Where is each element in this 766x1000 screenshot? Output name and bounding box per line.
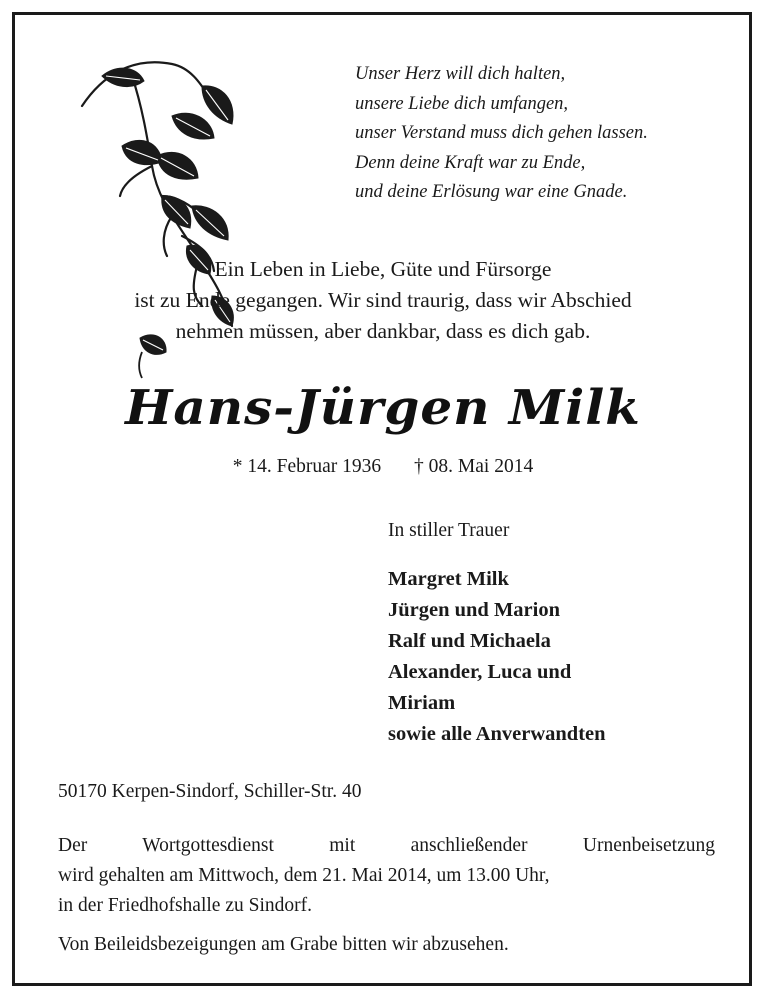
service-line: in der Friedhofshalle zu Sindorf. <box>58 895 312 916</box>
mourning-label: In stiller Trauer <box>388 520 510 541</box>
life-dates <box>0 456 766 478</box>
poem <box>355 60 648 208</box>
service-line: wird gehalten am Mittwoch, dem 21. Mai 2014, um 13.00 Uhr, <box>58 865 550 886</box>
intro-line: nehmen müssen, aber dankbar, dass es dich gab. <box>175 319 591 343</box>
service-line: Der Wortgottesdienst mit anschließender Urnenbeisetzung <box>58 835 715 856</box>
poem-line: unser Verstand muss dich gehen lassen. <box>355 123 648 143</box>
poem-line: Unser Herz will dich halten, <box>355 64 566 84</box>
mourner: Miriam <box>388 692 456 714</box>
mourner: Ralf und Michaela <box>388 630 551 652</box>
death-date: † 08. Mai 2014 <box>414 456 534 477</box>
mourner: Margret Milk <box>388 568 509 590</box>
intro-line: ist zu Ende gegangen. Wir sind traurig, dass wir Abschied <box>134 288 632 312</box>
deceased-name: Hans-Jürgen Milk <box>125 379 641 436</box>
intro-line: Ein Leben in Liebe, Güte und Fürsorge <box>214 257 552 281</box>
mourner: Alexander, Luca und <box>388 661 572 683</box>
mourner: Jürgen und Marion <box>388 599 560 621</box>
condolence-note: Von Beileidsbezeigungen am Grabe bitten wir abzusehen. <box>58 934 509 955</box>
service-info <box>58 831 715 921</box>
address: 50170 Kerpen-Sindorf, Schiller-Str. 40 <box>58 781 362 802</box>
mourners-list <box>388 564 606 750</box>
mourner: sowie alle Anverwandten <box>388 723 606 745</box>
intro-text <box>0 254 766 347</box>
poem-line: unsere Liebe dich umfangen, <box>355 93 569 114</box>
birth-date: * 14. Februar 1936 <box>232 456 382 477</box>
poem-line: und deine Erlösung war eine Gnade. <box>355 182 628 202</box>
poem-line: Denn deine Kraft war zu Ende, <box>355 152 586 173</box>
